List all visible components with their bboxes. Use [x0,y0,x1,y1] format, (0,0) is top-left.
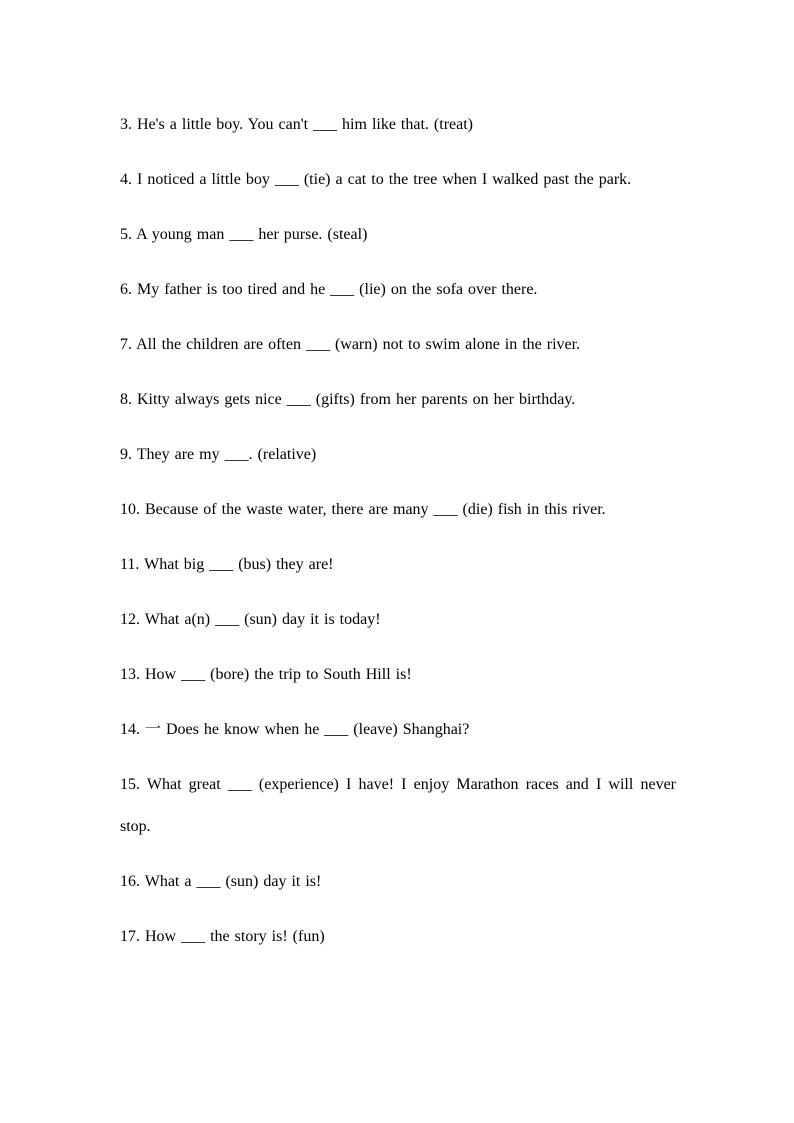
question-17: 17. How ___ the story is! (fun) [120,928,325,945]
question-7: 7. All the children are often ___ (warn) not to swim alone in the river. [120,336,581,353]
question-6: 6. My father is too tired and he ___ (lie) on the sofa over there. [120,281,538,298]
question-11: 11. What big ___ (bus) they are! [120,556,334,573]
question-14: 14. 一 Does he know when he ___ (leave) Shanghai? [120,721,470,738]
question-12: 12. What a(n) ___ (sun) day it is today! [120,611,381,628]
question-9: 9. They are my ___. (relative) [120,446,317,463]
question-4: 4. I noticed a little boy ___ (tie) a cat to the tree when I walked past the park. [120,171,632,188]
question-13: 13. How ___ (bore) the trip to South Hill is! [120,666,412,683]
question-10: 10. Because of the waste water, there are many ___ (die) fish in this river. [120,501,606,518]
question-15: 15. What great ___ (experience) I have! I enjoy Marathon races and I will never stop. [120,776,676,835]
question-list [120,104,676,971]
question-5: 5. A young man ___ her purse. (steal) [120,226,368,243]
question-16: 16. What a ___ (sun) day it is! [120,873,322,890]
question-3: 3. He's a little boy. You can't ___ him like that. (treat) [120,116,473,133]
question-8: 8. Kitty always gets nice ___ (gifts) from her parents on her birthday. [120,391,576,408]
